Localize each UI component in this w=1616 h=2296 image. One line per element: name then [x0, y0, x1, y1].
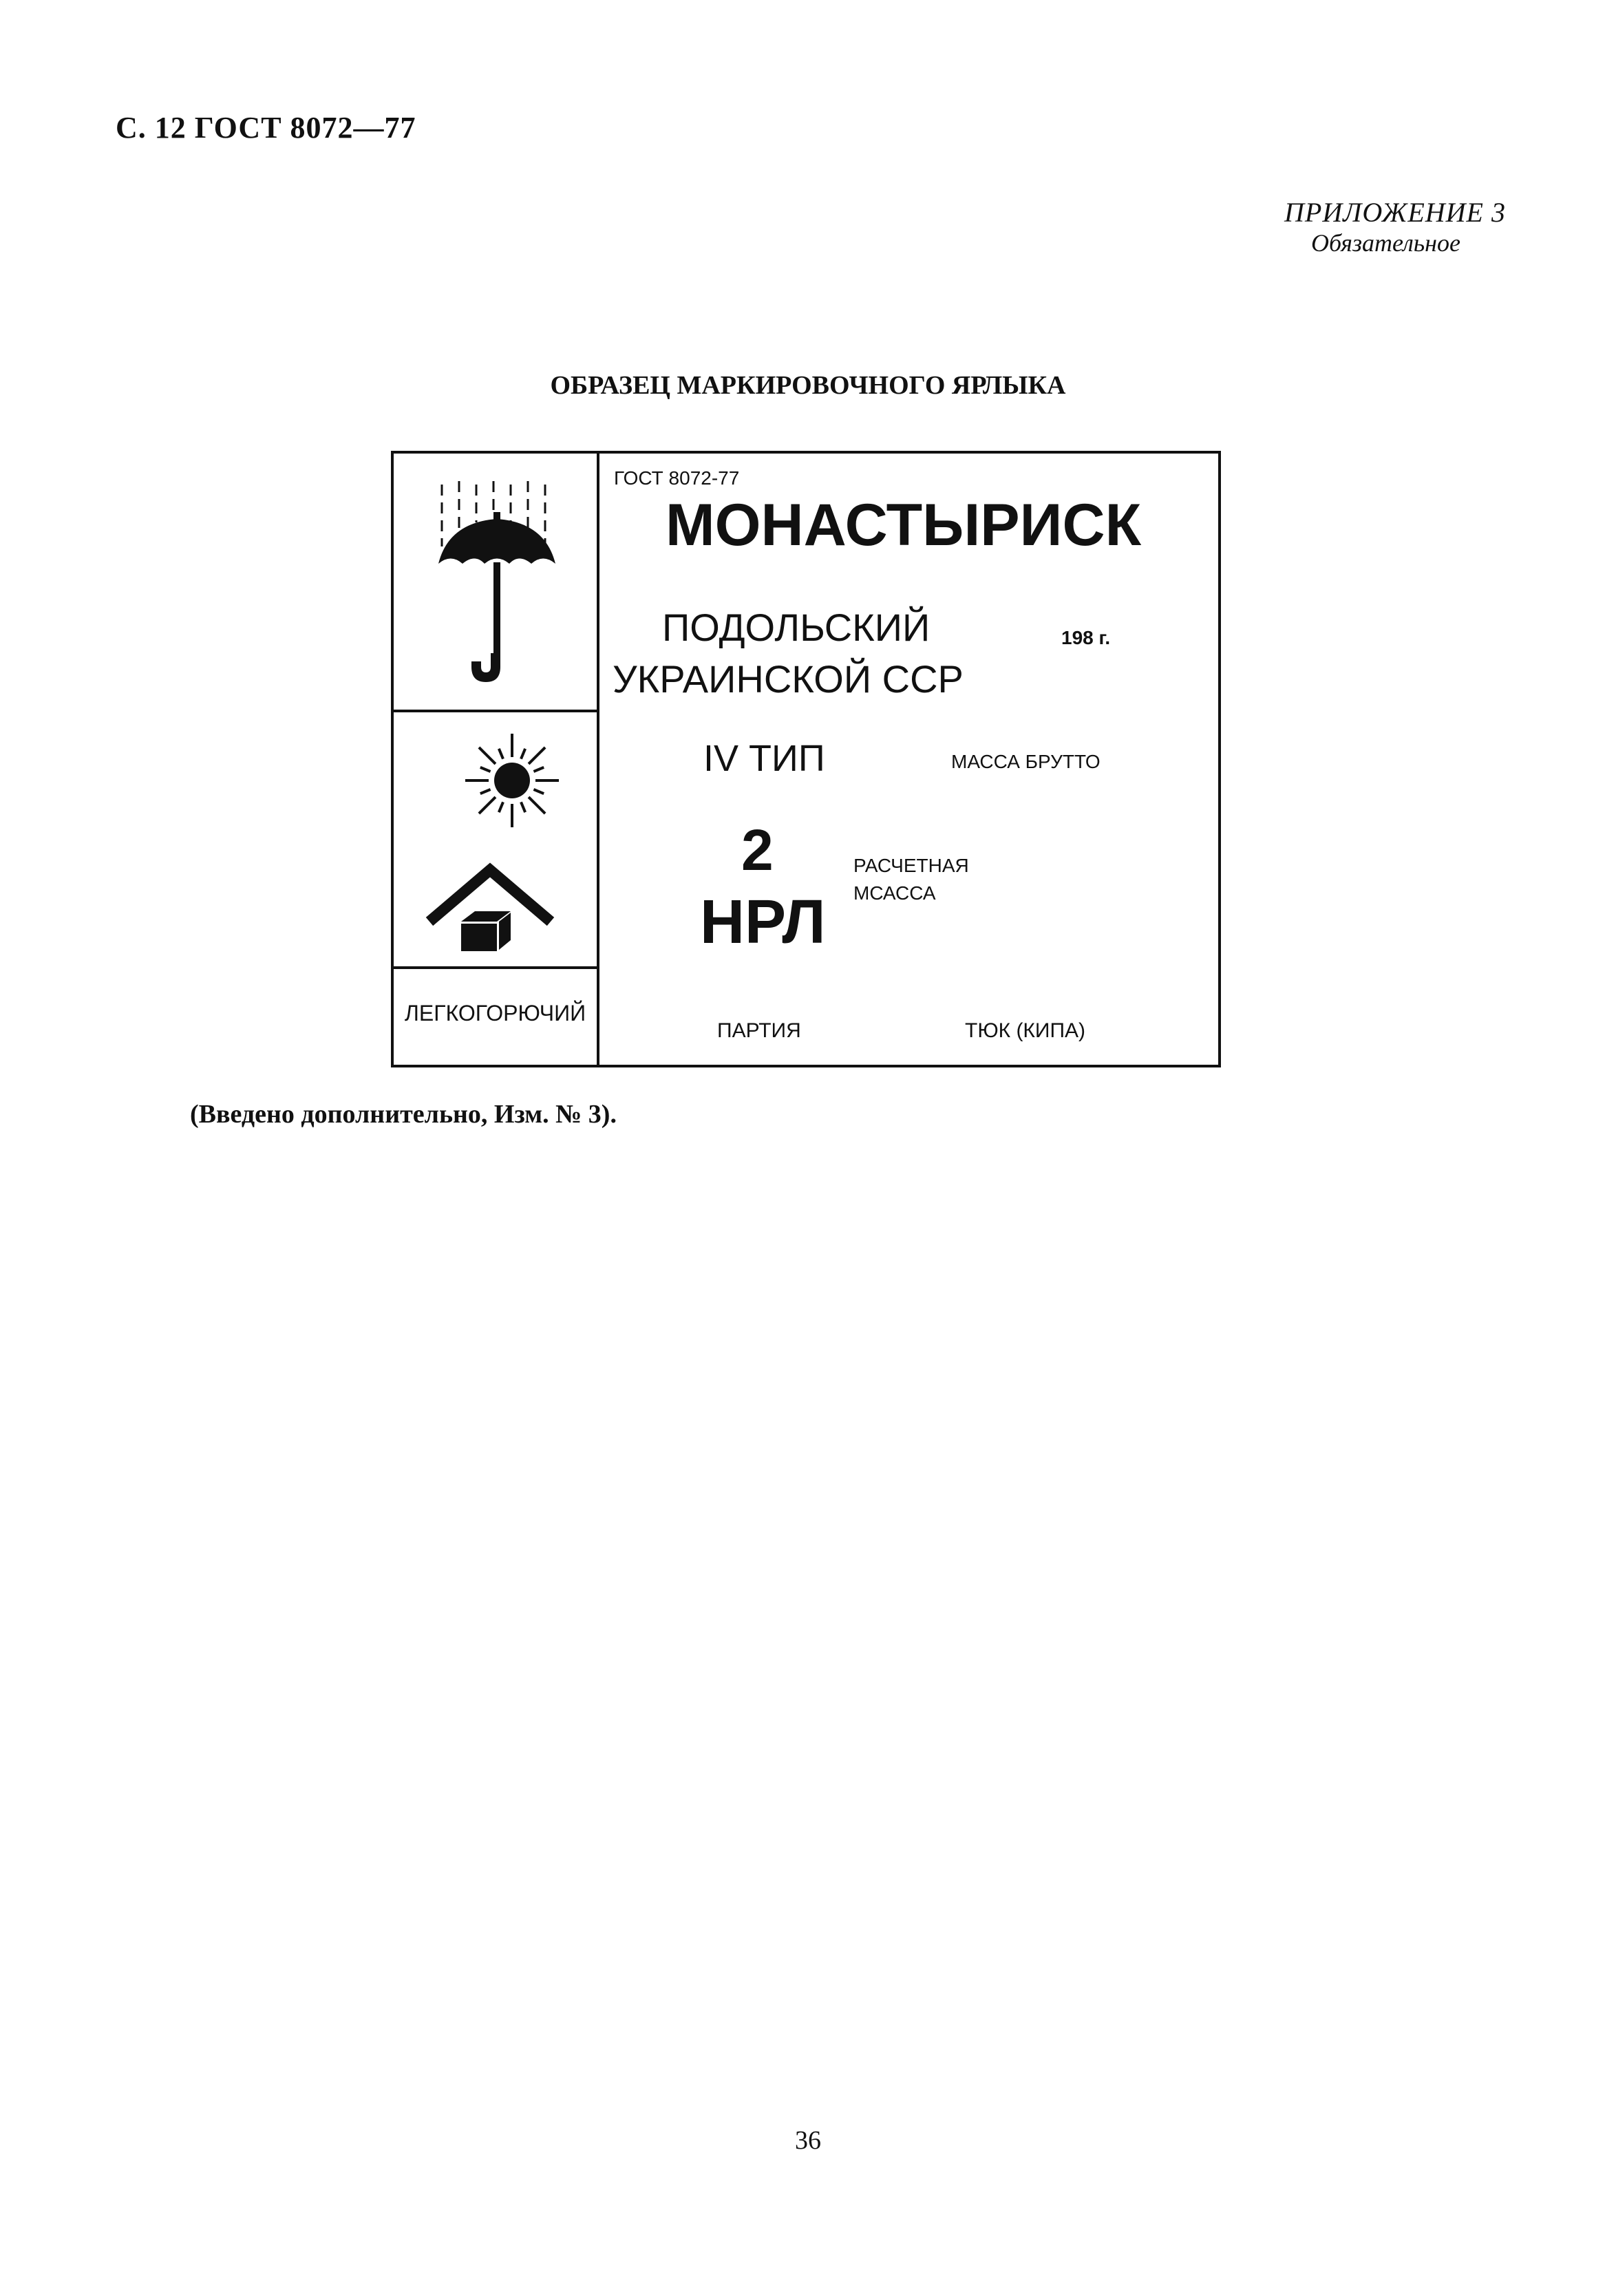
- sun-ray: [479, 797, 496, 814]
- sun-ray: [479, 747, 496, 764]
- sun-ray: [480, 767, 491, 772]
- label-section-title: ОБРАЗЕЦ МАРКИРОВОЧНОГО ЯРЛЫКА: [550, 371, 1066, 400]
- label-district: ПОДОЛЬСКИЙ: [662, 606, 931, 649]
- label-city: МОНАСТЫРИСК: [666, 492, 1142, 558]
- label-divider-1: [394, 710, 597, 712]
- label-grade-number: 2: [741, 818, 774, 882]
- sun-ray: [529, 747, 545, 764]
- sun-ray: [533, 767, 544, 772]
- sun-ray: [499, 802, 503, 812]
- label-flammable: ЛЕГКОГОРЮЧИЙ: [404, 1001, 586, 1025]
- sun-ray: [499, 749, 503, 759]
- sun-ray: [529, 797, 545, 814]
- sun-ray: [521, 802, 525, 812]
- label-type: IV ТИП: [703, 738, 825, 779]
- label-calc-mass-line1: РАСЧЕТНАЯ: [853, 855, 969, 876]
- appendix-heading: [1284, 196, 1506, 257]
- amendment-note: (Введено дополнительно, Изм. № 3).: [190, 1100, 617, 1129]
- label-divider-vertical: [597, 454, 599, 1065]
- sun-ray: [521, 749, 525, 759]
- label-calc-mass-line2: МСАССА: [853, 882, 936, 904]
- label-standard: ГОСТ 8072-77: [614, 467, 740, 489]
- sun-ray: [480, 789, 491, 794]
- sun-icon: [425, 732, 569, 860]
- label-divider-2: [394, 966, 597, 969]
- label-gross-mass: МАССА БРУТТО: [951, 751, 1101, 772]
- page-number: 36: [795, 2126, 821, 2155]
- label-republic: УКРАИНСКОЙ ССР: [613, 657, 964, 701]
- label-grade-code: НРЛ: [700, 888, 826, 957]
- umbrella-rain-icon: [428, 481, 566, 688]
- appendix-subtitle: Обязательное: [1311, 229, 1460, 257]
- page-header: С. 12 ГОСТ 8072—77: [116, 111, 416, 145]
- label-year: 198 г.: [1061, 627, 1111, 648]
- marking-label: [391, 451, 1221, 1067]
- label-bale: ТЮК (КИПА): [965, 1019, 1086, 1042]
- sun-ray: [533, 789, 544, 794]
- appendix-title: ПРИЛОЖЕНИЕ 3: [1284, 197, 1506, 228]
- box-under-roof-icon: [421, 856, 559, 959]
- label-batch: ПАРТИЯ: [717, 1019, 801, 1042]
